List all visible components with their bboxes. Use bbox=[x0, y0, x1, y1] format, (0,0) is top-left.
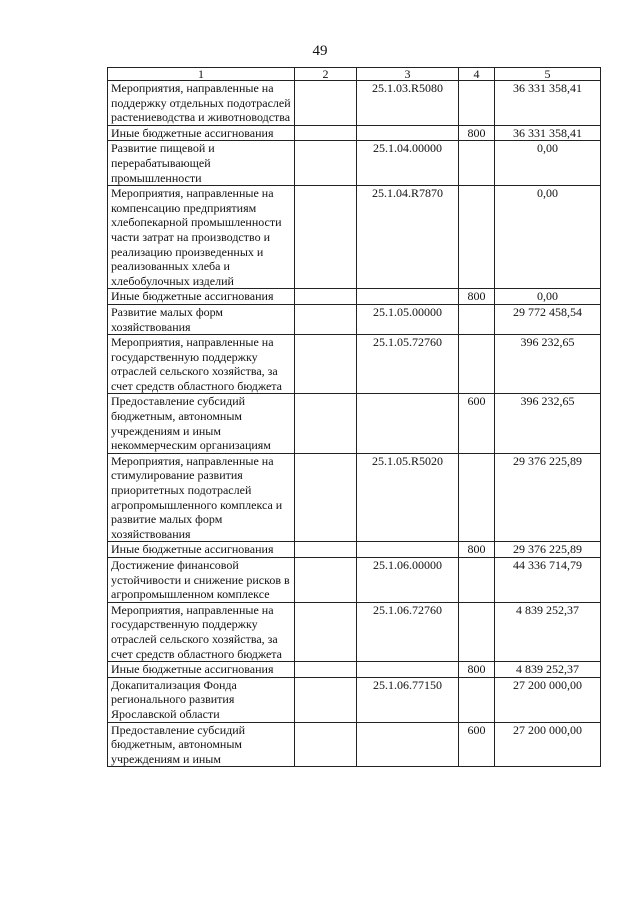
row-code-cell: 25.1.05.00000 bbox=[357, 304, 459, 334]
header-col-5: 5 bbox=[495, 68, 601, 81]
header-col-3: 3 bbox=[357, 68, 459, 81]
row-code-cell bbox=[357, 542, 459, 558]
row-col2-cell bbox=[295, 558, 357, 603]
table-row bbox=[108, 542, 601, 558]
table-row bbox=[108, 81, 601, 126]
row-kvr-cell: 600 bbox=[459, 394, 495, 453]
table-row bbox=[108, 662, 601, 678]
row-amount-cell: 36 331 358,41 bbox=[495, 125, 601, 141]
row-kvr-cell: 800 bbox=[459, 289, 495, 305]
row-code-cell bbox=[357, 394, 459, 453]
row-kvr-cell bbox=[459, 558, 495, 603]
row-name-cell: Иные бюджетные ассигнования bbox=[108, 662, 295, 678]
row-amount-cell: 36 331 358,41 bbox=[495, 81, 601, 126]
row-amount-cell: 0,00 bbox=[495, 186, 601, 289]
row-kvr-cell bbox=[459, 141, 495, 186]
row-name-cell: Предоставление субсидий бюджетным, автономным учреждениям и иным bbox=[108, 722, 295, 767]
row-code-cell bbox=[357, 662, 459, 678]
row-amount-cell: 27 200 000,00 bbox=[495, 722, 601, 767]
row-amount-cell: 29 772 458,54 bbox=[495, 304, 601, 334]
header-col-2: 2 bbox=[295, 68, 357, 81]
row-code-cell: 25.1.05.72760 bbox=[357, 335, 459, 394]
row-code-cell: 25.1.03.R5080 bbox=[357, 81, 459, 126]
table-row bbox=[108, 289, 601, 305]
row-col2-cell bbox=[295, 125, 357, 141]
row-amount-cell: 29 376 225,89 bbox=[495, 453, 601, 542]
table-row bbox=[108, 558, 601, 603]
row-name-cell: Иные бюджетные ассигнования bbox=[108, 542, 295, 558]
row-code-cell bbox=[357, 125, 459, 141]
row-amount-cell: 27 200 000,00 bbox=[495, 677, 601, 722]
table-row bbox=[108, 722, 601, 767]
row-name-cell: Предоставление субсидий бюджетным, автономным учреждениям и иным некоммерческим организациям bbox=[108, 394, 295, 453]
row-name-cell: Мероприятия, направленные на компенсацию предприятиям хлебопекарной промышленности части затрат на производство и реализацию произведенных и реализованных хлеба и хлебобулочных изделий bbox=[108, 186, 295, 289]
row-kvr-cell bbox=[459, 453, 495, 542]
row-code-cell: 25.1.05.R5020 bbox=[357, 453, 459, 542]
table-row bbox=[108, 125, 601, 141]
row-amount-cell: 396 232,65 bbox=[495, 394, 601, 453]
row-col2-cell bbox=[295, 81, 357, 126]
row-col2-cell bbox=[295, 141, 357, 186]
table-row bbox=[108, 335, 601, 394]
row-name-cell: Мероприятия, направленные на государственную поддержку отраслей сельского хозяйства, за счет средств областного бюджета bbox=[108, 602, 295, 661]
row-kvr-cell bbox=[459, 335, 495, 394]
row-col2-cell bbox=[295, 662, 357, 678]
row-name-cell: Мероприятия, направленные на стимулирование развития приоритетных подотраслей агропромышленного комплекса и развитие малых форм хозяйствования bbox=[108, 453, 295, 542]
row-name-cell: Докапитализация Фонда регионального развития Ярославской области bbox=[108, 677, 295, 722]
table-row bbox=[108, 186, 601, 289]
row-amount-cell: 0,00 bbox=[495, 141, 601, 186]
header-row bbox=[108, 68, 601, 81]
row-kvr-cell bbox=[459, 677, 495, 722]
header-col-1: 1 bbox=[108, 68, 295, 81]
table-body bbox=[108, 81, 601, 767]
row-kvr-cell: 800 bbox=[459, 542, 495, 558]
table-row bbox=[108, 602, 601, 661]
row-code-cell bbox=[357, 289, 459, 305]
row-name-cell: Развитие пищевой и перерабатывающей промышленности bbox=[108, 141, 295, 186]
row-name-cell: Иные бюджетные ассигнования bbox=[108, 289, 295, 305]
row-code-cell: 25.1.06.00000 bbox=[357, 558, 459, 603]
row-amount-cell: 396 232,65 bbox=[495, 335, 601, 394]
table-row bbox=[108, 141, 601, 186]
row-col2-cell bbox=[295, 186, 357, 289]
row-col2-cell bbox=[295, 335, 357, 394]
row-kvr-cell: 600 bbox=[459, 722, 495, 767]
row-col2-cell bbox=[295, 394, 357, 453]
budget-table bbox=[107, 67, 601, 767]
row-col2-cell bbox=[295, 722, 357, 767]
row-name-cell: Иные бюджетные ассигнования bbox=[108, 125, 295, 141]
table-row bbox=[108, 394, 601, 453]
row-amount-cell: 4 839 252,37 bbox=[495, 602, 601, 661]
row-code-cell: 25.1.06.72760 bbox=[357, 602, 459, 661]
row-col2-cell bbox=[295, 677, 357, 722]
row-amount-cell: 29 376 225,89 bbox=[495, 542, 601, 558]
row-name-cell: Развитие малых форм хозяйствования bbox=[108, 304, 295, 334]
page-number: 49 bbox=[312, 43, 328, 59]
row-name-cell: Мероприятия, направленные на государственную поддержку отраслей сельского хозяйства, за счет средств областного бюджета bbox=[108, 335, 295, 394]
row-amount-cell: 0,00 bbox=[495, 289, 601, 305]
row-col2-cell bbox=[295, 602, 357, 661]
row-kvr-cell: 800 bbox=[459, 662, 495, 678]
row-kvr-cell bbox=[459, 602, 495, 661]
row-kvr-cell bbox=[459, 81, 495, 126]
row-name-cell: Достижение финансовой устойчивости и снижение рисков в агропромышленном комплексе bbox=[108, 558, 295, 603]
header-col-4: 4 bbox=[459, 68, 495, 81]
row-kvr-cell bbox=[459, 186, 495, 289]
row-code-cell: 25.1.04.R7870 bbox=[357, 186, 459, 289]
table-row bbox=[108, 677, 601, 722]
row-amount-cell: 44 336 714,79 bbox=[495, 558, 601, 603]
row-col2-cell bbox=[295, 453, 357, 542]
row-kvr-cell bbox=[459, 304, 495, 334]
row-amount-cell: 4 839 252,37 bbox=[495, 662, 601, 678]
row-col2-cell bbox=[295, 542, 357, 558]
row-col2-cell bbox=[295, 289, 357, 305]
row-code-cell bbox=[357, 722, 459, 767]
row-name-cell: Мероприятия, направленные на поддержку отдельных подотраслей растениеводства и животноводства bbox=[108, 81, 295, 126]
row-col2-cell bbox=[295, 304, 357, 334]
table-row bbox=[108, 453, 601, 542]
row-code-cell: 25.1.06.77150 bbox=[357, 677, 459, 722]
row-kvr-cell: 800 bbox=[459, 125, 495, 141]
table-row bbox=[108, 304, 601, 334]
row-code-cell: 25.1.04.00000 bbox=[357, 141, 459, 186]
